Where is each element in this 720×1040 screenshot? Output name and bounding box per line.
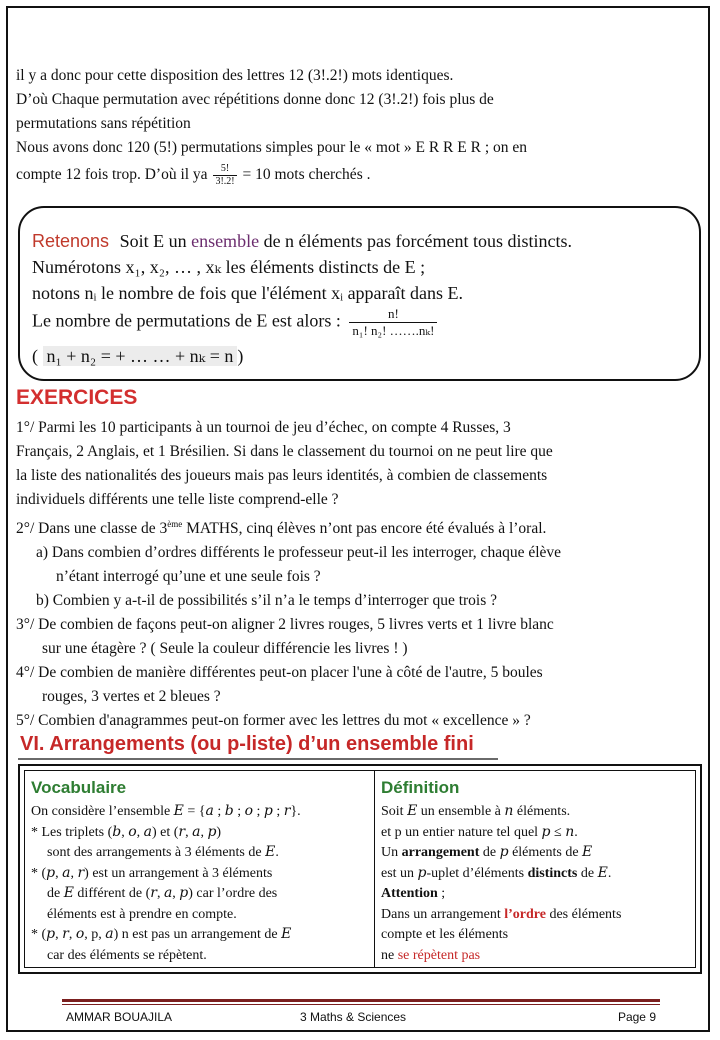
exercise-line: 5°/ Combien d'anagrammes peut-on former avec les lettres du mot « excellence » ? bbox=[16, 712, 531, 730]
fraction-numerator: n! bbox=[349, 306, 437, 323]
intro-line: il y a donc pour cette disposition des lettres 12 (3!.2!) mots identiques. bbox=[16, 67, 454, 84]
definition-line bbox=[381, 843, 689, 864]
vocabulaire-line: * (𝑝, 𝑎, 𝑟) est un arrangement à 3 éléments bbox=[31, 865, 273, 881]
definition-line bbox=[381, 884, 689, 905]
exercise-line: la liste des nationalités des joueurs mais pas leurs identités, à combien de classements bbox=[16, 467, 548, 484]
vocabulaire-line: * (𝑝, 𝑟, 𝑜, p, 𝑎) n est pas un arrangement de 𝐸 bbox=[31, 927, 292, 942]
retenons-content bbox=[32, 228, 687, 369]
section-title: VI. Arrangements (ou p-liste) d’un ensemble fini bbox=[20, 733, 474, 755]
exercise-line: Français, 2 Anglais, et 1 Brésilien. Si dans le classement du tournoi on ne peut lire que bbox=[16, 443, 553, 460]
vocabulaire-column bbox=[25, 771, 375, 967]
definition-text: des éléments bbox=[545, 906, 622, 922]
exercise-line bbox=[16, 512, 706, 541]
vocabulaire-line: éléments est à prendre en compte. bbox=[47, 906, 237, 922]
section-underline bbox=[18, 758, 498, 760]
footer-rule bbox=[62, 1004, 660, 1005]
intro-line: Nous avons donc 120 (5!) permutations simples pour le « mot » E R R E R ; on en bbox=[16, 139, 528, 156]
retenons-text: de n éléments pas forcément tous distincts. bbox=[263, 231, 572, 251]
retenons-text: Soit E un bbox=[119, 231, 187, 251]
intro-paragraph bbox=[16, 64, 706, 188]
definition-line: Soit 𝐸 un ensemble à 𝑛 éléments. bbox=[381, 804, 571, 819]
exercise-line: b) Combien y a-t-il de possibilités s’il n’a le temps d’interroger que trois ? bbox=[36, 592, 498, 610]
definition-line: et p un entier nature tel quel 𝑝 ≤ 𝑛. bbox=[381, 824, 578, 840]
definition-line bbox=[381, 946, 689, 967]
retenons-line bbox=[32, 306, 687, 339]
exercise-text: 2°/ Dans une classe de 3 bbox=[16, 520, 168, 538]
exercise-line: sur une étagère ? ( Seule la couleur différencie les livres ! ) bbox=[42, 640, 408, 658]
definition-line bbox=[381, 905, 689, 926]
vocabulaire-line: On considère l’ensemble 𝐸 = {𝑎 ; 𝑏 ; 𝑜 ; 𝑝 ; 𝑟}. bbox=[31, 804, 301, 819]
definition-text: Dans un arrangement bbox=[381, 906, 505, 922]
fraction-numerator: 5! bbox=[213, 163, 236, 176]
definition-highlight: l’ordre bbox=[504, 906, 546, 922]
attention-label: Attention bbox=[381, 886, 438, 901]
exercices-list bbox=[16, 416, 706, 733]
vocabulaire-line: car des éléments se répètent. bbox=[47, 947, 207, 963]
exercise-line: n’étant interrogé qu’une et une seule fois ? bbox=[56, 568, 321, 586]
definition-text: de 𝑝 éléments de 𝐸 bbox=[479, 845, 593, 860]
intro-text: = 10 mots cherchés . bbox=[242, 166, 371, 184]
exercise-line: individuels différents une telle liste comprend-elle ? bbox=[16, 491, 339, 508]
definition-text: ; bbox=[437, 886, 446, 901]
definition-keyword: distincts bbox=[527, 865, 578, 881]
vocabulaire-title: Vocabulaire bbox=[31, 778, 127, 797]
formula-paren: ) bbox=[237, 346, 244, 366]
intro-line: D’où Chaque permutation avec répétitions donne donc 12 (3!.2!) fois plus de bbox=[16, 91, 494, 108]
definition-title: Définition bbox=[381, 778, 460, 797]
definition-text: Un bbox=[381, 845, 402, 860]
fraction bbox=[213, 163, 236, 188]
fraction-denominator: n₁! n₂! …….nₖ! bbox=[352, 323, 435, 338]
exercise-line: 1°/ Parmi les 10 participants à un tournoi de jeu d’échec, on compte 4 Russes, 3 bbox=[16, 419, 511, 436]
retenons-formula-line bbox=[32, 343, 687, 369]
exercise-text: MATHS, cinq élèves n’ont pas encore été évalués à l’oral. bbox=[182, 520, 547, 538]
definition-keyword: arrangement bbox=[401, 845, 480, 860]
vocabulaire-line: de 𝐸 différent de (𝑟, 𝑎, 𝑝) car l’ordre des bbox=[47, 886, 278, 901]
definition-column bbox=[375, 771, 695, 967]
definition-highlight: se répètent pas bbox=[397, 947, 481, 963]
definition-line bbox=[381, 864, 689, 885]
formula-paren: ( bbox=[32, 346, 43, 366]
permutation-fraction bbox=[349, 306, 437, 339]
definition-text: de 𝐸. bbox=[577, 865, 612, 881]
footer-author: AMMAR BOUAJILA bbox=[66, 1010, 173, 1024]
vocabulaire-line: sont des arrangements à 3 éléments de 𝐸. bbox=[47, 845, 279, 860]
fraction-denominator: 3!.2! bbox=[215, 176, 235, 187]
exercise-line: a) Dans combien d’ordres différents le professeur peut-il les interroger, chaque élève bbox=[36, 544, 562, 562]
exercices-title: EXERCICES bbox=[16, 386, 138, 409]
retenons-line: Numérotons x₁, x₂, … , xₖ les éléments distincts de E ; bbox=[32, 257, 426, 277]
definition-table bbox=[18, 764, 702, 974]
vocabulaire-line: * Les triplets (𝑏, 𝑜, 𝑎) et (𝑟, 𝑎, 𝑝) bbox=[31, 824, 222, 840]
exercise-line: 3°/ De combien de façons peut-on aligner 2 livres rouges, 5 livres verts et 1 livre blanc bbox=[16, 616, 554, 634]
definition-text: ne bbox=[381, 947, 398, 963]
intro-line: permutations sans répétition bbox=[16, 115, 191, 132]
definition-table-inner bbox=[24, 770, 696, 968]
exercise-line: 4°/ De combien de manière différentes peut-on placer l'une à côté de l'autre, 5 boules bbox=[16, 664, 543, 682]
exercise-line: rouges, 3 vertes et 2 bleues ? bbox=[42, 688, 221, 706]
retenons-label: Retenons bbox=[32, 231, 110, 251]
intro-line bbox=[16, 163, 706, 188]
superscript: ème bbox=[167, 519, 183, 529]
footer-page-number: Page 9 bbox=[617, 1010, 656, 1024]
intro-text: compte 12 fois trop. D’où il ya bbox=[16, 166, 208, 184]
retenons-box bbox=[18, 206, 701, 381]
retenons-line: notons nᵢ le nombre de fois que l'élément xᵢ apparaît dans E. bbox=[32, 283, 464, 303]
definition-text: est un 𝑝-uplet d’éléments bbox=[381, 865, 528, 881]
retenons-line bbox=[32, 228, 687, 254]
footer-class: 3 Maths & Sciences bbox=[300, 1010, 407, 1024]
definition-line: compte et les éléments bbox=[381, 927, 509, 942]
retenons-text: Le nombre de permutations de E est alors : bbox=[32, 310, 341, 331]
formula: n₁ + n₂ = + … … + nₖ = n bbox=[43, 346, 238, 366]
retenons-keyword: ensemble bbox=[191, 231, 260, 251]
footer-rule bbox=[62, 999, 660, 1002]
